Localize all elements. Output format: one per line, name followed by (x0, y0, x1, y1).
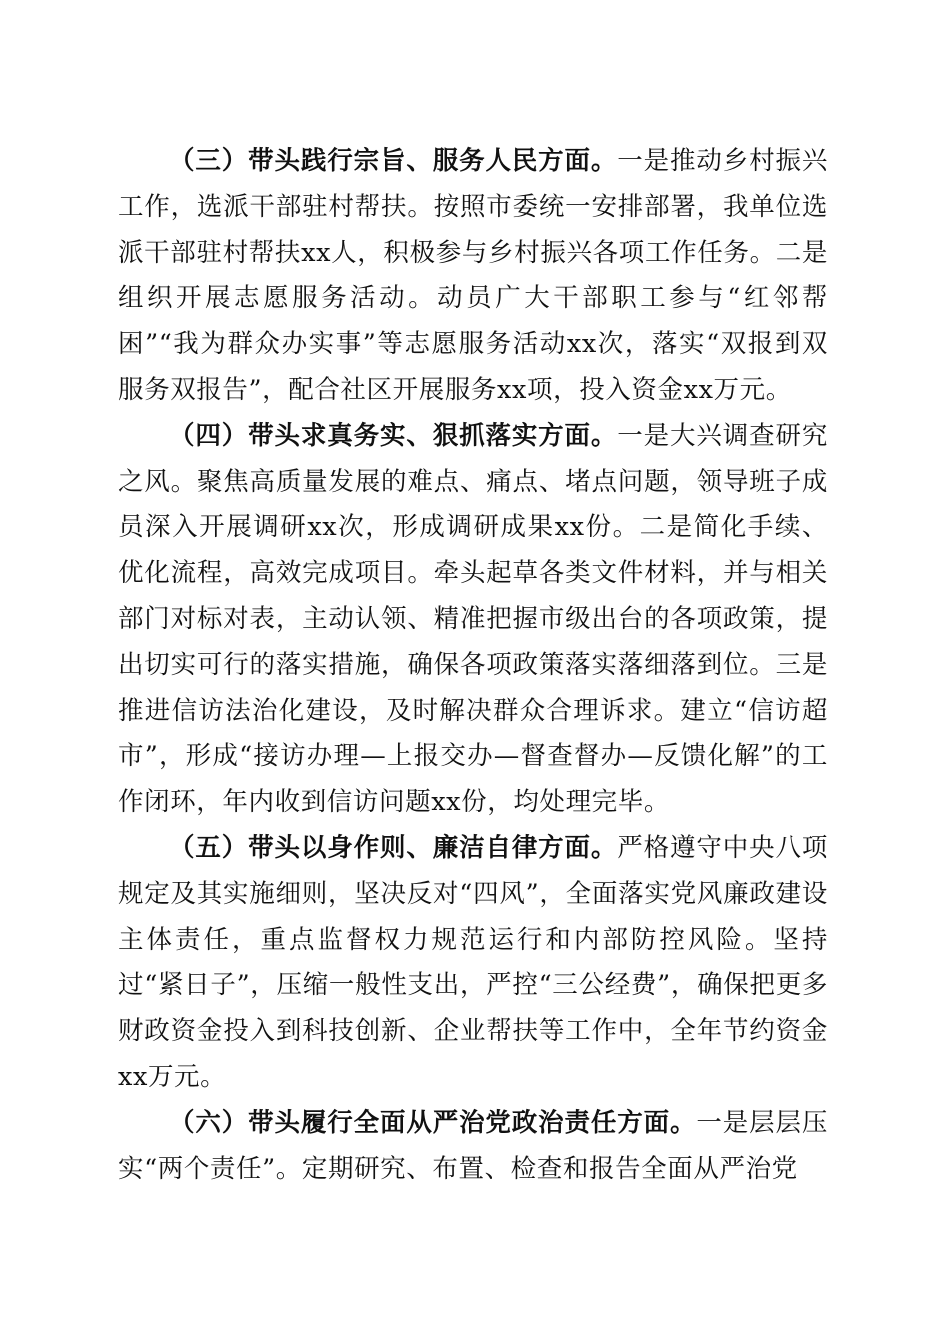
paragraph-5 (118, 826, 828, 1101)
document-body (118, 139, 828, 1192)
paragraph-text: 严格遵守中央八项规定及其实施细则，坚决反对“四风”，全面落实党风廉政建设主体责任，重点监督权力规范运行和内部防控风险。坚持过“紧日子”，压缩一般性支出，严控“三公经费”，确保把更多财政资金投入到科技创新、企业帮扶等工作中，全年节约资金xx万元。 (118, 832, 828, 1092)
paragraph-heading: （五）带头以身作则、廉洁自律方面。 (169, 832, 618, 863)
paragraph-heading: （四）带头求真务实、狠抓落实方面。 (169, 420, 618, 451)
paragraph-text: 一是推动乡村振兴工作，选派干部驻村帮扶。按照市委统一安排部署，我单位选派干部驻村帮扶xx人，积极参与乡村振兴各项工作任务。二是组织开展志愿服务活动。动员广大干部职工参与“红邻帮困”“我为群众办实事”等志愿服务活动xx次，落实“双报到双服务双报告”，配合社区开展服务xx项，投入资金xx万元。 (118, 146, 828, 405)
paragraph-6 (118, 1101, 828, 1193)
paragraph-heading: （六）带头履行全面从严治党政治责任方面。 (169, 1107, 697, 1138)
paragraph-3 (118, 139, 828, 414)
paragraph-text: 一是大兴调查研究之风。聚焦高质量发展的难点、痛点、堵点问题，领导班子成员深入开展调研xx次，形成调研成果xx份。二是简化手续、优化流程，高效完成项目。牵头起草各类文件材料，并与相关部门对标对表，主动认领、精准把握市级出台的各项政策，提出切实可行的落实措施，确保各项政策落实落细落到位。三是推进信访法治化建设，及时解决群众合理诉求。建立“信访超市”，形成“接访办理—上报交办—督查督办—反馈化解”的工作闭环，年内收到信访问题xx份，均处理完毕。 (118, 420, 828, 818)
paragraph-text: 一是层层压实“两个责任”。定期研究、布置、检查和报告全面从严治党 (118, 1107, 828, 1184)
paragraph-4 (118, 414, 828, 826)
paragraph-heading: （三）带头践行宗旨、服务人民方面。 (169, 146, 618, 176)
